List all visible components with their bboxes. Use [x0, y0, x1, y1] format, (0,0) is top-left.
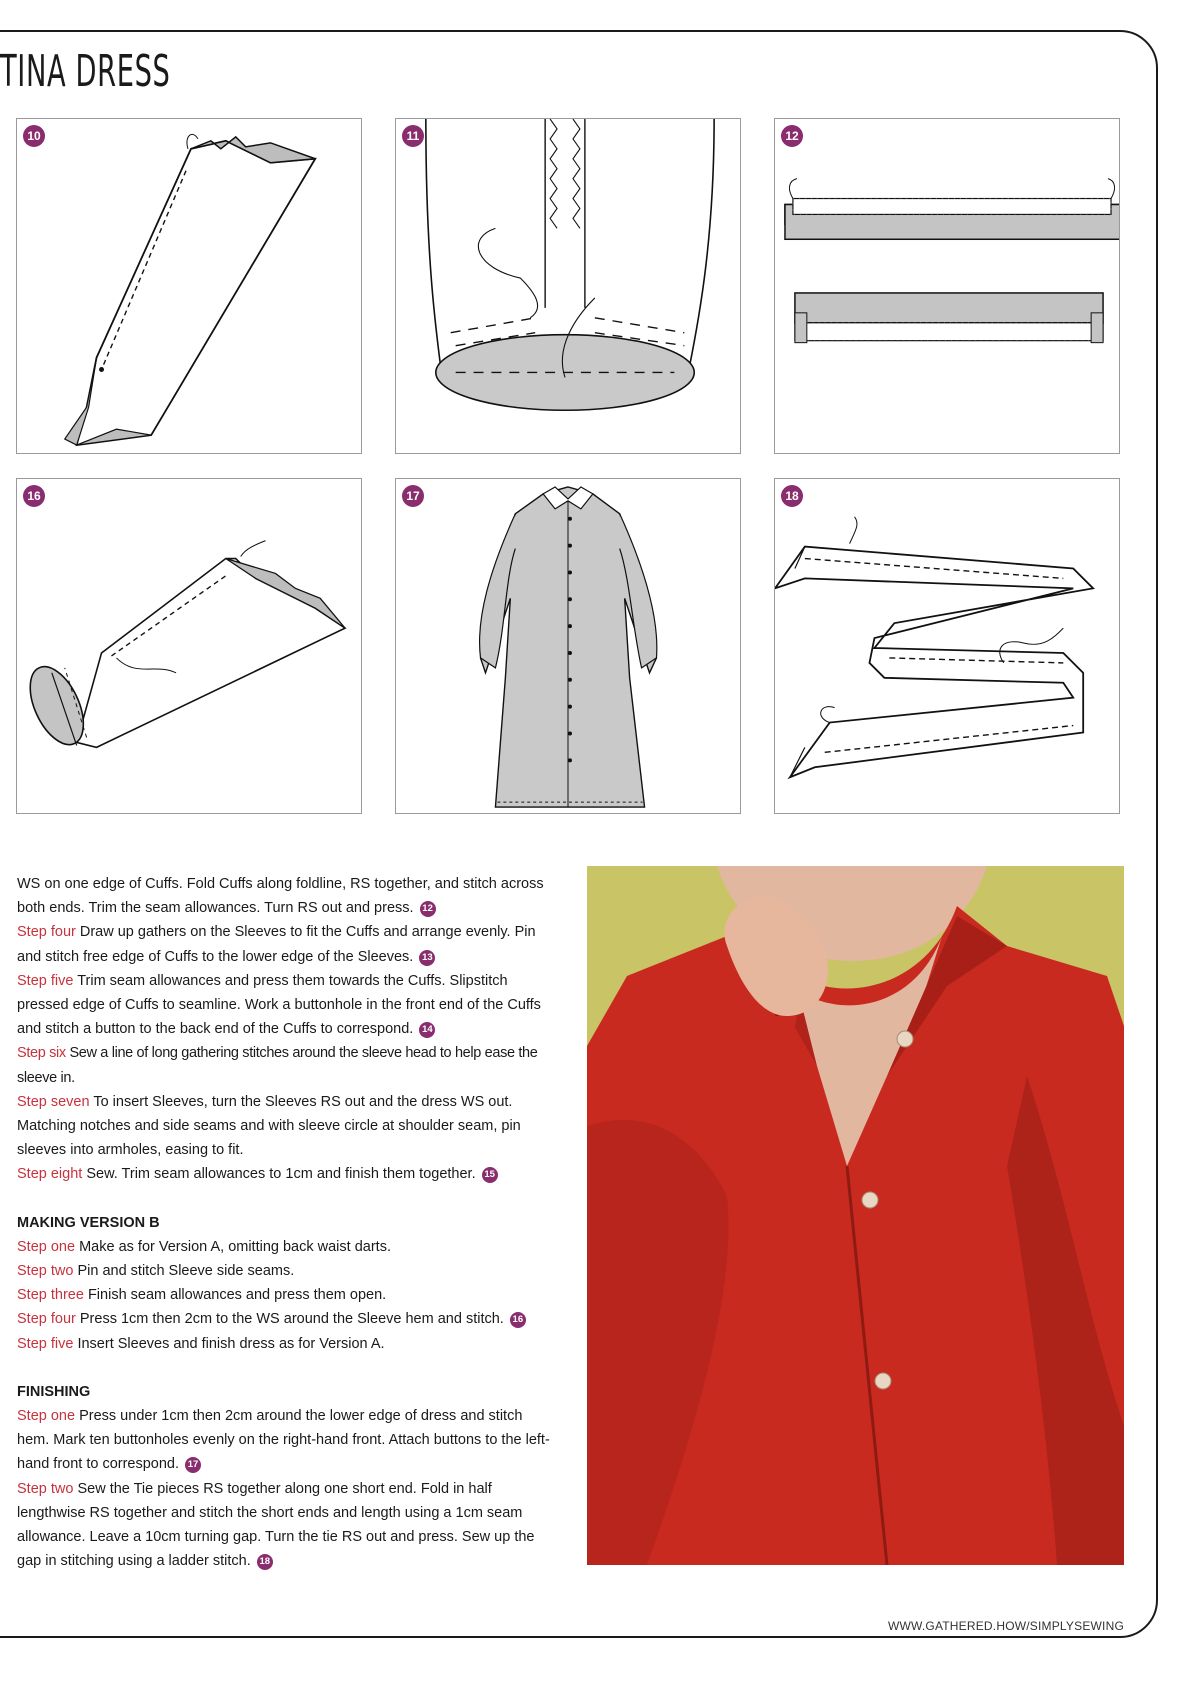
intro-paragraph [17, 872, 557, 920]
figure-ref: 13 [419, 950, 435, 966]
step-label: Step two [17, 1263, 74, 1280]
step-text: Draw up gathers on the Sleeves to fit the Cuffs and arrange evenly. Pin and stitch free edge of Cuffs to the lower edge of the Sleeves. [17, 924, 536, 965]
figure-ref: 15 [482, 1167, 498, 1183]
figure-number: 10 [23, 125, 45, 147]
step-paragraph [17, 920, 557, 968]
figure-ref: 17 [185, 1457, 201, 1473]
red-shirt-photo [587, 866, 1124, 1565]
step-paragraph [17, 969, 557, 1042]
step-text: Insert Sleeves and finish dress as for Version A. [77, 1335, 385, 1352]
website-url[interactable]: WWW.GATHERED.HOW/SIMPLYSEWING [887, 1619, 1124, 1633]
step-label: Step four [17, 924, 76, 941]
step-label: Step four [17, 1311, 76, 1328]
figure-16 [16, 478, 362, 814]
step-label: Step two [17, 1480, 74, 1497]
sleeve-gathers-illustration [396, 119, 740, 453]
step-text: Make as for Version A, omitting back waist darts. [79, 1238, 391, 1255]
step-paragraph [17, 1283, 557, 1307]
sleeve-seam-illustration [17, 119, 361, 453]
section-heading: MAKING VERSION B [17, 1214, 160, 1231]
step-text: Pin and stitch Sleeve side seams. [77, 1263, 295, 1280]
cuffs-illustration [775, 119, 1119, 453]
figure-number: 17 [402, 485, 424, 507]
figure-ref: 14 [419, 1022, 435, 1038]
instructions-text [17, 872, 557, 1573]
figure-number: 12 [781, 125, 803, 147]
page-title: TINA DRESS [0, 46, 171, 97]
step-text: Trim seam allowances and press them towards the Cuffs. Slipstitch pressed edge of Cuffs to seamline. Work a buttonhole in the front end of the Cuffs and stitch a button to the back end of the Cuffs to correspond. [17, 972, 541, 1038]
step-label: Step one [17, 1408, 76, 1425]
dress-illustration [396, 479, 740, 813]
step-text: Sew a line of long gathering stitches around the sleeve head to help ease the sleeve in. [17, 1045, 538, 1086]
step-label: Step seven [17, 1093, 90, 1110]
step-paragraph [17, 1404, 557, 1477]
figure-number: 16 [23, 485, 45, 507]
step-paragraph [17, 1332, 557, 1356]
figure-11 [395, 118, 741, 454]
step-paragraph [17, 1162, 557, 1186]
section-heading: FINISHING [17, 1383, 91, 1400]
figure-ref: 18 [257, 1554, 273, 1570]
step-paragraph [17, 1477, 557, 1574]
step-label: Step one [17, 1238, 76, 1255]
model-photo [587, 866, 1124, 1565]
step-text: Sew. Trim seam allowances to 1cm and finish them together. [86, 1166, 476, 1183]
step-paragraph [17, 1259, 557, 1283]
step-text: Press under 1cm then 2cm around the lower edge of dress and stitch hem. Mark ten buttonholes evenly on the right-hand front. Attach buttons to the left-hand front to correspond. [17, 1408, 550, 1473]
tie-illustration [775, 479, 1119, 813]
step-text: Finish seam allowances and press them open. [87, 1287, 387, 1304]
figure-ref: 16 [510, 1312, 526, 1328]
step-label: Step five [17, 1335, 74, 1352]
step-text: To insert Sleeves, turn the Sleeves RS out and the dress WS out. Matching notches and side seams and with sleeve circle at shoulder seam, pin sleeves into armholes, easing to fit. [17, 1093, 521, 1159]
figure-12 [774, 118, 1120, 454]
step-text: Press 1cm then 2cm to the WS around the Sleeve hem and stitch. [79, 1311, 504, 1328]
sleeve-hem-illustration [17, 479, 361, 813]
step-label: Step five [17, 972, 74, 989]
figure-17 [395, 478, 741, 814]
step-label: Step six [17, 1045, 66, 1062]
figure-number: 18 [781, 485, 803, 507]
figure-18 [774, 478, 1120, 814]
step-text: Sew the Tie pieces RS together along one short end. Fold in half lengthwise RS together and stitch the short ends and length using a 1cm seam allowance. Leave a 10cm turning gap. Turn the tie RS out and press. Sew up the gap in stitching using a ladder stitch. [17, 1480, 535, 1570]
step-paragraph [17, 1235, 557, 1259]
intro-text: WS on one edge of Cuffs. Fold Cuffs along foldline, RS together, and stitch across both ends. Trim the seam allowances. Turn RS out and press. [17, 876, 544, 917]
step-paragraph [17, 1041, 557, 1089]
figure-ref: 12 [420, 901, 436, 917]
figure-number: 11 [402, 125, 424, 147]
step-paragraph [17, 1090, 557, 1163]
step-paragraph [17, 1307, 557, 1331]
step-label: Step eight [17, 1166, 83, 1183]
step-label: Step three [17, 1287, 84, 1304]
figure-10 [16, 118, 362, 454]
